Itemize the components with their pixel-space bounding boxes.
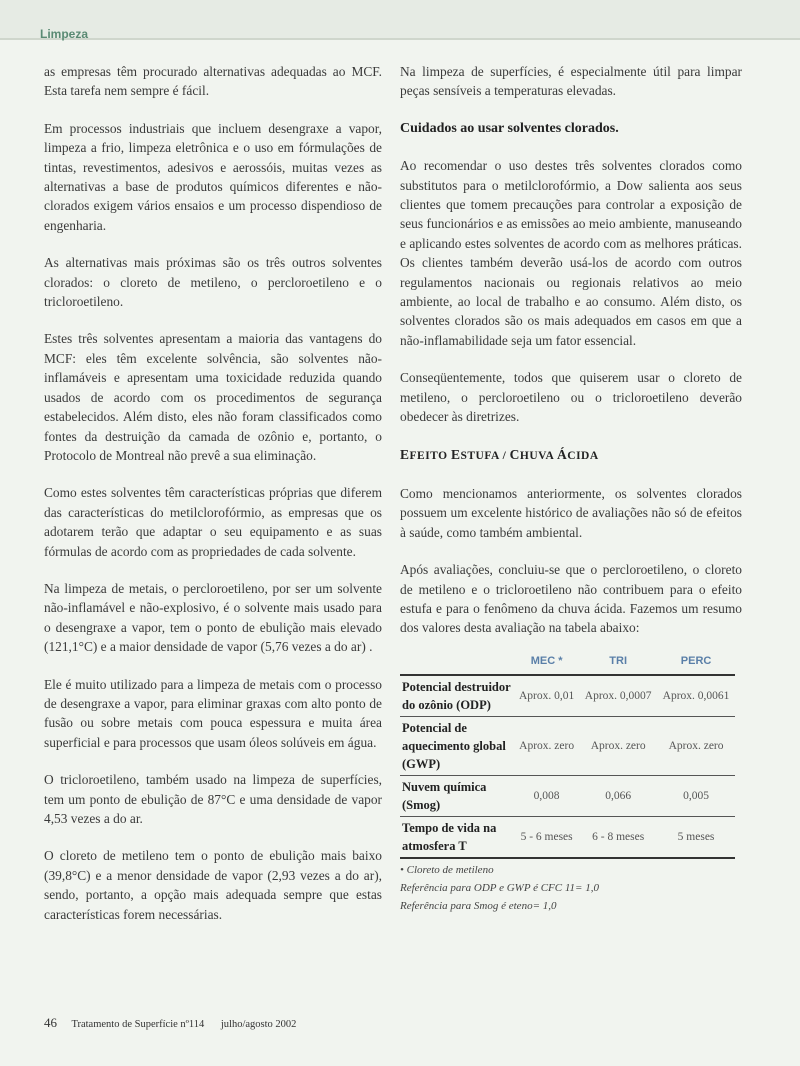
heading-text: STUFA / [460,449,510,462]
note: Referência para Smog é eteno= 1,0 [400,899,557,912]
paragraph: As alternativas mais próximas são os três outros solventes clorados: o cloreto de metileno, o percloroetileno e o tricloroetileno. [44,255,382,310]
header-band [0,0,800,40]
paragraph: O tricloroetileno, também usado na limpeza de superfícies, tem um ponto de ebulição de 87°C e uma densidade de vapor 4,53 vezes a do ar. [44,772,382,826]
table-cell: Aprox. 0,01 [518,689,575,702]
table-row [400,675,735,717]
heading-text: FEITO [409,449,451,462]
right-column [400,62,742,915]
row-label: Potencial destruidor do ozônio (ODP) [402,679,511,712]
issue-date: julho/agosto 2002 [220,1019,297,1030]
paragraph: Na limpeza de superfícies, é especialmente útil para limpar peças sensíveis a temperaturas elevadas. [400,64,742,99]
evaluation-table [400,650,735,859]
heading-cuidados: Cuidados ao usar solventes clorados. [400,120,619,136]
table-cell: Aprox. zero [668,739,724,752]
left-column [44,62,382,942]
paragraph: Em processos industriais que incluem desengraxe a vapor, limpeza a frio, limpeza eletrônica e o uso em fórmulações de tintas, revestimentos, adesivos e aerossóis, muitas vezes as alternativas a base de produtos químicos diferentes e não-clorados exigem vários ensaios e um processo dispendioso de engenharia. [44,120,382,233]
table-cell: Aprox. zero [519,739,575,752]
paragraph: Como mencionamos anteriormente, os solventes clorados possuem um excelente histórico de avaliações não só de efeitos à saúde, como também ambiental. [400,485,742,540]
heading-char: Á [557,446,568,462]
page-number: 46 [44,1015,57,1030]
table-cell: 0,005 [683,789,709,802]
note: Referência para ODP e GWP é CFC 11= 1,0 [400,881,599,894]
table-header: TRI [609,655,628,668]
paragraph: as empresas têm procurado alternativas adequadas ao MCF. Esta tarefa nem sempre é fácil. [44,64,382,99]
table-cell: Aprox. zero [590,739,646,752]
paragraph: Como estes solventes têm características próprias que diferem das características do metilclorofórmio, as empresas que os adotarem terão que adaptar o seu equipamento e as suas fórmulas de acordo com as propriedades de cada solvente. [44,485,382,559]
table-cell: Aprox. 0,0007 [584,689,652,702]
table-header: PERC [680,655,712,668]
paragraph: Após avaliações, concluiu-se que o percloroetileno, o cloreto de metileno e o tricloroetileno não contribuem para o efeito estufa e para o fenômeno da chuva ácida. Fazemos um resumo dos valores desta avaliação na tabela abaixo: [400,562,742,636]
table-header-row [400,650,735,675]
page-footer [44,1015,310,1031]
heading-text: CIDA [567,449,599,462]
table-header [400,650,514,675]
section-title: Limpeza [40,27,89,41]
paragraph: Ele é muito utilizado para a limpeza de metais com o processo de desengraxe a vapor, para eliminar graxas com alto ponto de fusão ou sobre metais com pouca espessura e muita área superficial e para processos que usam óleos solúveis em água. [44,676,382,750]
heading-char: C [509,446,520,462]
header-rule [0,38,800,40]
table-cell: 0,008 [533,789,560,802]
row-label: Potencial de aquecimento global (GWP) [402,720,506,771]
table-cell: 5 meses [677,830,715,843]
journal-name: Tratamento de Superfície nº114 [71,1019,205,1030]
table-header: MEC * [530,655,563,668]
table-cell: 0,066 [605,789,632,802]
paragraph: Na limpeza de metais, o percloroetileno, por ser um solvente não-inflamável e não-explosivo, é o solvente mais usado para o desengraxe a vapor, tem o ponto de ebulição mais elevado (121,1°C) e a maior densidade de vapor (5,76 vezes a do ar) . [44,580,382,655]
paragraph: O cloreto de metileno tem o ponto de ebulição mais baixo (39,8°C) e a menor densidade de vapor (2,93 vezes a do ar), sendo, portanto, a opção mais adequada sempre que estas características forem necessárias. [44,848,382,922]
paragraph: Ao recomendar o uso destes três solventes clorados como substitutos para o metilclorofórmio, a Dow salienta aos seus clientes que tomem precauções para controlar a exposição de seus funcionários e as emissões ao meio ambiente, manuseando e aplicando estes solventes de acordo com as melhores práticas. Os clientes também deverão usá-los de acordo com outros regulamentos nacionais ou regionais relativos ao meio ambiente, ao local de trabalho e ao consumo. Além disto, os solventes clorados são os mais adequados em casos em que a não-inflamabilidade seja um fator essencial. [400,158,742,348]
heading-char: E [400,446,410,462]
heading-efeito-estufa [400,445,742,466]
table-row [400,716,735,775]
table-cell: 5 - 6 meses [520,830,573,843]
paragraph: Conseqüentemente, todos que quiserem usar o cloreto de metileno, o percloroetileno ou o tricloroetileno deverão obedecer às diretrizes. [400,370,742,425]
paragraph: Estes três solventes apresentam a maioria das vantagens do MCF: eles têm excelente solvência, são solventes não-inflamáveis e apresentam uma toxicidade reduzida quando usados de acordo com os procedimentos de segurança estabelecidos. Além disto, eles não foram classificados como fontes da destruição da camada de ozônio e, portanto, o Protocolo de Montreal não prevê a sua eliminação. [44,331,382,463]
heading-text: HUVA [519,449,558,462]
note: • Cloreto de metileno [400,863,494,876]
table-row [400,775,735,816]
table-row [400,816,735,858]
table-cell: 6 - 8 meses [592,830,645,843]
row-label: Nuvem química (Smog) [402,779,487,812]
row-label: Tempo de vida na atmosfera T [402,820,497,853]
heading-char: E [450,446,461,462]
table-notes [400,861,742,915]
table-cell: Aprox. 0,0061 [662,689,730,702]
